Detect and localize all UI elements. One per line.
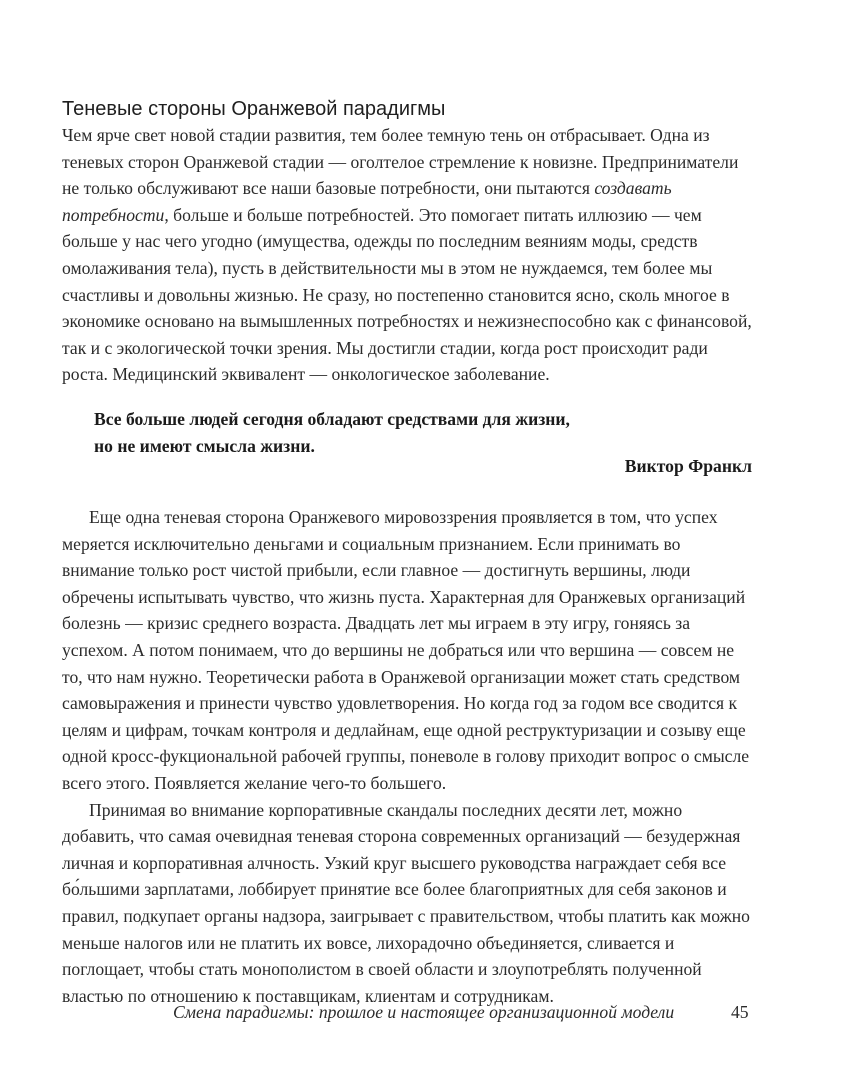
paragraph-1-italic-phrase: создавать потребности: [62, 178, 672, 225]
quote-line-2: но не имеют смысла жизни.: [94, 435, 315, 456]
body-text: [62, 504, 752, 1009]
section-heading: Теневые стороны Оранжевой парадигмы: [62, 98, 446, 120]
page-number: 45: [731, 1002, 749, 1022]
paragraph-1-text-end: , больше и больше потребностей. Это помогает питать иллюзию — чем больше у нас чего угодно (имущества, одежды по последним веяниям моды, средств омолаживания тела), пусть в действительности мы в этом не нуждаемся, тем более мы счастливы и довольны жизнью. Не сразу, но постепенно становится ясно, сколь многое в экономике основано на вымышленных потребностях и нежизнеспособно как с финансовой, так и с экологической точки зрения. Мы достигли стадии, когда рост происходит ради роста. Медицинский эквивалент — онкологическое заболевание.: [62, 204, 752, 385]
paragraph-1: [62, 122, 752, 388]
paragraph-1-text-start: Чем ярче свет новой стадии развития, тем более темную тень он отбрасывает. Одна из теневых сторон Оранжевой стадии — оголтелое стремление к новизне. Предприниматели не только обслуживают все наши базовые потребности, они пытаются: [62, 125, 739, 199]
quote-line-1: Все больше людей сегодня обладают средствами для жизни,: [94, 409, 570, 429]
running-footer-title: Смена парадигмы: прошлое и настоящее организационной модели: [173, 1002, 675, 1022]
paragraph-2: Еще одна теневая сторона Оранжевого мировоззрения проявляется в том, что успех меряется исключительно деньгами и социальным признанием. Если принимать во внимание только рост чистой прибыли, если главное — достигнуть вершины, люди обречены испытывать чувство, что жизнь пуста. Характерная для Оранжевых организаций болезнь — кризис среднего возраста. Двадцать лет мы играем в эту игру, гоняясь за успехом. А потом понимаем, что до вершины не добраться или что вершина — совсем не то, что нам нужно. Теоретически работа в Оранжевой организации может стать средством самовыражения и принести чувство удовлетворения. Но когда год за годом все сводится к целям и цифрам, точкам контроля и дедлайнам, еще одной реструктуризации и созыву еще одной кросс-фукциональной рабочей группы, поневоле в голову приходит вопрос о смысле всего этого. Появляется желание чего-то большего.: [62, 507, 750, 793]
quote-author: Виктор Франкл: [624, 456, 752, 476]
epigraph-quote: [94, 406, 751, 459]
paragraph-3: Принимая во внимание корпоративные скандалы последних десяти лет, можно добавить, что самая очевидная теневая сторона современных организаций — безудержная личная и корпоративная алчность. Узкий круг высшего руководства награждает себя все бо́льшими зарплатами, лоббирует принятие все более благоприятных для себя законов и правил, подкупает органы надзора, заигрывает с правительством, чтобы платить как можно меньше налогов или не платить их вовсе, лихорадочно объединяется, сливается и поглощает, чтобы стать монополистом в своей области и злоупотреблять полученной властью по отношению к поставщикам, клиентам и сотрудникам.: [62, 799, 750, 1006]
